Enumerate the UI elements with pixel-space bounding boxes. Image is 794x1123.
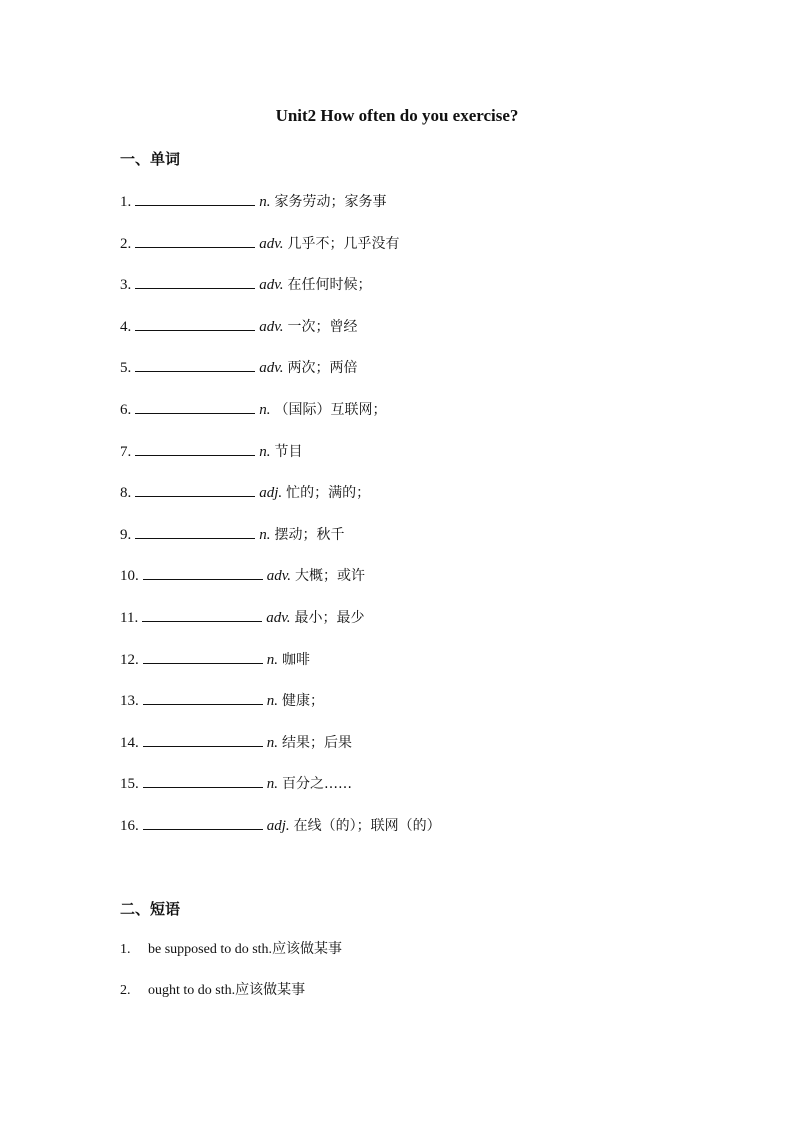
part-of-speech: adj. [266, 818, 290, 834]
phrase-item [120, 939, 342, 959]
vocab-meaning: 咖啡 [282, 651, 310, 668]
vocab-item [120, 565, 365, 585]
vocab-meaning: 摆动；秋千 [274, 526, 345, 543]
vocab-section-heading: 一、单词 [120, 150, 181, 168]
answer-blank[interactable] [135, 482, 255, 497]
phrase-english: ought to do sth. [148, 983, 236, 998]
part-of-speech: n. [259, 526, 271, 543]
vocab-meaning: 健康； [282, 693, 324, 710]
vocab-number: 5. [120, 360, 132, 377]
part-of-speech: n. [259, 443, 271, 460]
phrase-item [120, 980, 305, 1000]
vocab-meaning: 结果；后果 [282, 734, 352, 751]
vocab-number: 16. [120, 818, 139, 834]
vocab-meaning: 一次；曾经 [287, 318, 358, 335]
vocab-item [120, 649, 310, 669]
vocab-item [120, 399, 387, 419]
vocab-number: 6. [120, 402, 132, 418]
phrase-english: be supposed to do sth. [148, 942, 273, 957]
part-of-speech: adv. [259, 318, 284, 335]
vocab-meaning: （国际）互联网； [274, 402, 387, 418]
phrase-number: 2. [120, 983, 131, 998]
vocab-number: 10. [120, 568, 139, 585]
vocab-number: 1. [120, 194, 132, 210]
part-of-speech: adj. [259, 485, 283, 502]
answer-blank[interactable] [143, 649, 263, 664]
vocab-item [120, 607, 365, 627]
phrase-section-heading: 二、短语 [120, 900, 181, 918]
vocab-number: 4. [120, 318, 132, 335]
part-of-speech: n. [259, 194, 271, 210]
vocab-item [120, 732, 352, 752]
vocab-item [120, 524, 345, 544]
part-of-speech: n. [259, 402, 271, 418]
part-of-speech: adv. [259, 277, 284, 294]
vocab-meaning: 两次；两倍 [287, 360, 358, 377]
answer-blank[interactable] [135, 357, 255, 372]
vocab-item [120, 233, 400, 253]
answer-blank[interactable] [135, 399, 255, 414]
vocab-number: 2. [120, 235, 132, 252]
vocab-number: 8. [120, 485, 132, 502]
phrase-number: 1. [120, 942, 131, 957]
phrase-chinese: 应该做某事 [235, 982, 306, 998]
part-of-speech: n. [266, 734, 278, 751]
vocab-item [120, 773, 352, 793]
vocab-meaning: 百分之…… [282, 776, 352, 793]
part-of-speech: n. [266, 651, 278, 668]
vocab-item [120, 815, 441, 835]
vocab-meaning: 在任何时候； [287, 277, 372, 294]
part-of-speech: n. [266, 693, 278, 710]
answer-blank[interactable] [143, 732, 263, 747]
answer-blank[interactable] [135, 233, 255, 248]
vocab-meaning: 几乎不；几乎没有 [287, 235, 400, 252]
vocab-number: 7. [120, 443, 132, 460]
vocab-meaning: 家务劳动；家务事 [274, 194, 387, 210]
vocab-number: 14. [120, 734, 139, 751]
vocab-meaning: 在线（的）；联网（的） [293, 818, 441, 834]
part-of-speech: adv. [266, 610, 291, 626]
vocab-item [120, 441, 303, 461]
answer-blank[interactable] [135, 316, 255, 331]
phrase-chinese: 应该做某事 [272, 941, 343, 957]
page-title: Unit2 How often do you exercise? [275, 106, 519, 125]
vocab-item [120, 191, 387, 211]
vocab-item [120, 357, 358, 377]
vocab-item [120, 274, 372, 294]
part-of-speech: n. [266, 776, 278, 793]
answer-blank[interactable] [142, 607, 262, 622]
part-of-speech: adv. [266, 568, 292, 585]
answer-blank[interactable] [143, 773, 263, 788]
part-of-speech: adv. [259, 235, 284, 252]
answer-blank[interactable] [143, 690, 263, 705]
answer-blank[interactable] [135, 441, 255, 456]
answer-blank[interactable] [143, 565, 263, 580]
vocab-number: 11. [120, 610, 139, 626]
vocab-meaning: 最小；最少 [294, 610, 365, 626]
vocab-meaning: 忙的；满的； [286, 485, 371, 502]
vocab-item [120, 482, 370, 502]
vocab-number: 13. [120, 693, 139, 710]
vocab-item [120, 690, 324, 710]
vocab-number: 9. [120, 526, 132, 543]
answer-blank[interactable] [135, 274, 255, 289]
vocab-number: 3. [120, 277, 132, 294]
vocab-number: 12. [120, 651, 139, 668]
vocab-number: 15. [120, 776, 139, 793]
answer-blank[interactable] [135, 524, 255, 539]
vocab-item [120, 316, 358, 336]
answer-blank[interactable] [135, 191, 255, 206]
part-of-speech: adv. [259, 360, 284, 377]
answer-blank[interactable] [143, 815, 263, 830]
vocab-meaning: 大概；或许 [295, 568, 366, 585]
vocab-meaning: 节目 [274, 443, 303, 460]
